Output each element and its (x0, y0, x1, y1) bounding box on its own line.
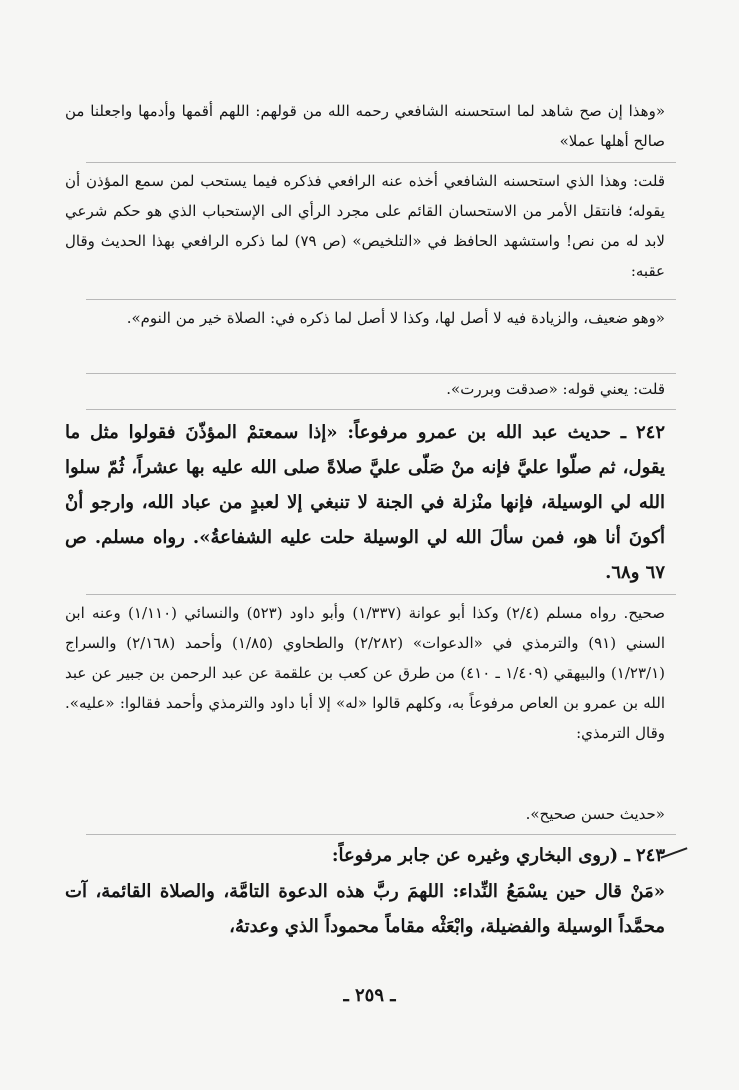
hadith-243-heading: ٢٤٣ ـ (روى البخاري وغيره عن جابر مرفوعاً: (331, 845, 665, 866)
note-paragraph: قلت: يعني قوله: «صدقت وبررت». (446, 380, 665, 398)
separator-line (86, 162, 676, 163)
separator-line (86, 409, 676, 410)
commentary-paragraph: قلت: وهذا الذي استحسنه الشافعي أخذه عنه الرافعي فذكره فيما يستحب لمن سمع المؤذن أن يقوله؛ فانتقل الأمر من الاستحسان القائم على مجرد الرأي الى الإستحباب الذي هو حكم شرعي لابد له من نص! واستشهد الحافظ في «التلخيص» (ص ٧٩) لما ذكره الرافعي بهذا الحديث وقال عقبه: (65, 172, 665, 280)
takhrij-paragraph: صحيح. رواه مسلم (٢/٤) وكذا أبو عوانة (١/٣٣٧) وأبو داود (٥٢٣) والنسائي (١/١١٠) وعنه ابن السني (٩١) والترمذي في «الدعوات» (٢/٢٨٢) والطحاوي (١/٨٥) وأحمد (٢/١٦٨) والسراج (١/٢٣/١) والبيهقي (١/٤٠٩ ـ ٤١٠) من طرق عن كعب بن علقمة عن عبد الرحمن بن جبير عن عبد الله بن عمرو بن العاص مرفوعاً به، وكلهم قالوا «له» إلا أبا داود والترمذي وأحمد فقالوا: «عليه». وقال الترمذي: (65, 604, 665, 742)
separator-line (86, 594, 676, 595)
quote-paragraph-1: «وهذا إن صح شاهد لما استحسنه الشافعي رحمه الله من قولهم: اللهم أقمها وأدمها واجعلنا من صالح أهلها عملا» (65, 102, 665, 150)
separator-line (86, 834, 676, 835)
quote-paragraph-2: «وهو ضعيف، والزيادة فيه لا أصل لها، وكذا لا أصل لما ذكره في: الصلاة خير من النوم». (126, 309, 665, 327)
hadith-242: ٢٤٢ ـ حديث عبد الله بن عمرو مرفوعاً: «إذا سمعتمْ المؤذّنَ فقولوا مثل ما يقول، ثم صلّوا عليَّ فإنه منْ صَلّى عليَّ صلاةً صلى الله عليه بها عشراً، ثُمّ سلوا الله لي الوسيلة، فإنها منْزلة في الجنة لا تنبغي إلا لعبدٍ من عباد الله، وارجو أنْ أكونَ أنا هو، فمن سألَ الله لي الوسيلة حلت عليه الشفاعةُ». رواه مسلم. ص ٦٧ و٦٨. (65, 422, 665, 583)
separator-line (86, 299, 676, 300)
page-number: ـ ٢٥٩ ـ (343, 985, 396, 1006)
tirmidhi-grading: «حديث حسن صحيح». (525, 805, 665, 823)
hadith-243-text: «مَنْ قال حين يسْمَعُ النِّداء: اللهمَ ربَّ هذه الدعوة التامَّة، والصلاة القائمة، آت محمَّداً الوسيلة والفضيلة، وابْعَثْه مقاماً محموداً الذي وعدتهُ، (65, 881, 665, 937)
